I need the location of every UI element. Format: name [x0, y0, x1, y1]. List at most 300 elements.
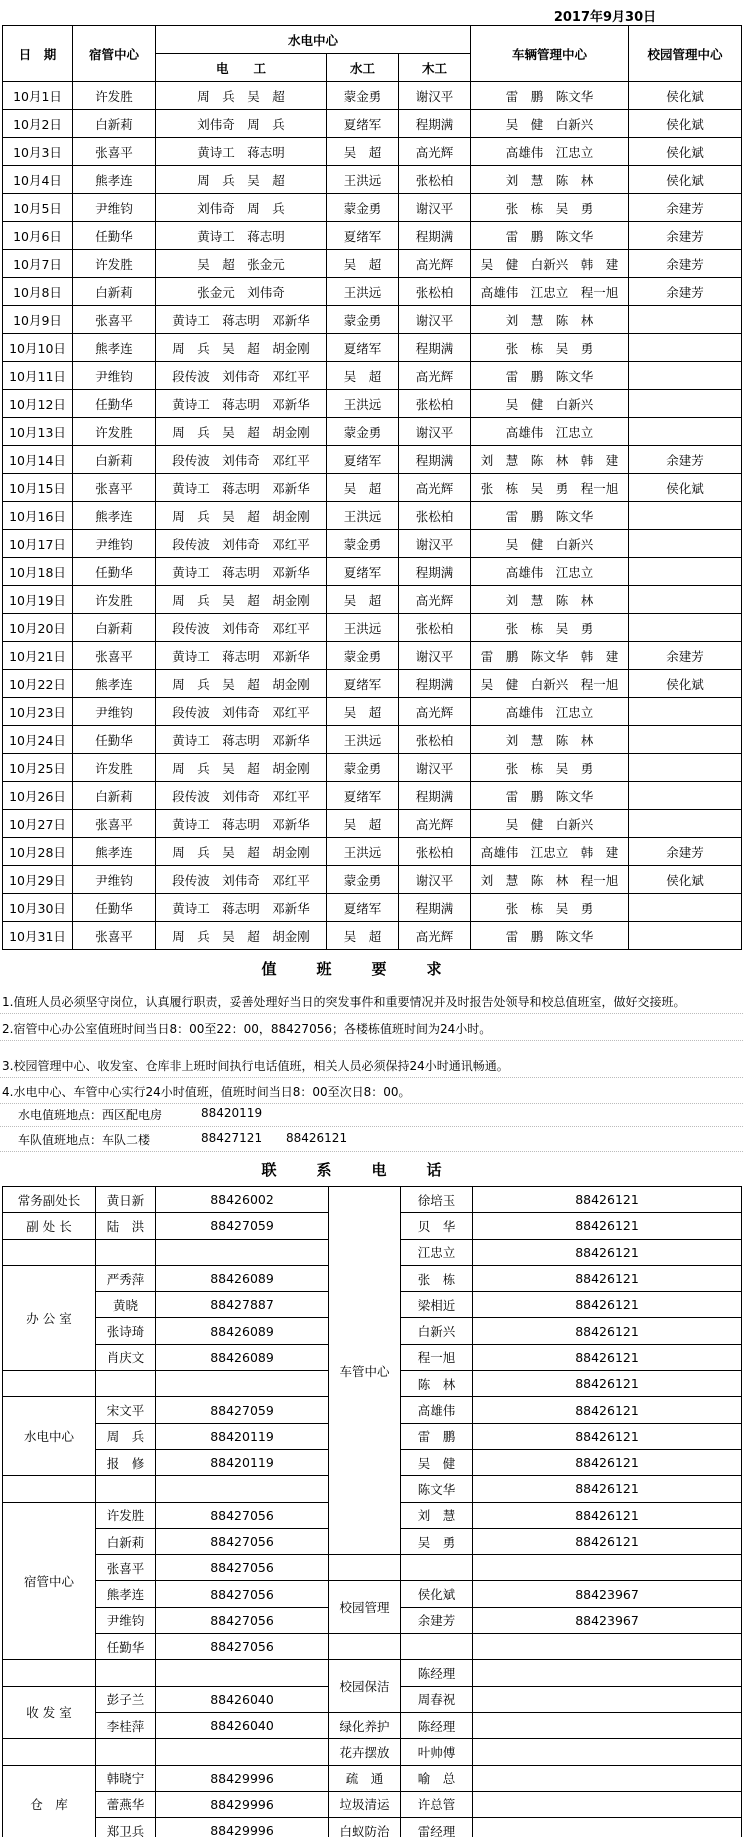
contact-name: 许发胜 — [96, 1502, 156, 1528]
requirement-line: 2.宿管中心办公室值班时间当日8：00至22：00，88427056；各楼栋值班时间为24小时。 — [2, 1022, 492, 1036]
contact-phone: 88427056 — [156, 1555, 329, 1581]
cell-electric: 周 兵 吴 超 胡金刚 — [156, 670, 327, 698]
cell-electric: 周 兵 吴 超 胡金刚 — [156, 334, 327, 362]
cell-electric: 黄诗工 蒋志明 邓新华 — [156, 558, 327, 586]
fleet-duty-location: 车队值班地点：车队二楼 — [18, 1133, 151, 1147]
contact-name: 许总管 — [401, 1791, 473, 1817]
contact-phone: 88426089 — [156, 1344, 329, 1370]
cell-electric: 段传波 刘伟奇 邓红平 — [156, 866, 327, 894]
cell-dorm: 白新莉 — [73, 614, 156, 642]
contact-phone — [473, 1765, 742, 1791]
cell-dorm: 尹维钧 — [73, 866, 156, 894]
cell-water: 夏绪军 — [327, 110, 399, 138]
cell-water: 王洪远 — [327, 614, 399, 642]
contact-row — [3, 1581, 742, 1607]
header-wood-col: 木工 — [399, 54, 471, 82]
cell-electric: 吴 超 张金元 — [156, 250, 327, 278]
cell-electric: 黄诗工 蒋志明 邓新华 — [156, 474, 327, 502]
cell-electric: 段传波 刘伟奇 邓红平 — [156, 614, 327, 642]
header-date: 2017年9月30日 — [553, 10, 657, 25]
contact-phone: 88423967 — [473, 1607, 742, 1633]
cell-wood: 张松柏 — [399, 390, 471, 418]
cell-campus — [629, 810, 742, 838]
cell-water: 蒙金勇 — [327, 306, 399, 334]
cell-water: 蒙金勇 — [327, 642, 399, 670]
schedule-row — [3, 530, 742, 558]
cell-water: 夏绪军 — [327, 334, 399, 362]
contact-phone — [473, 1660, 742, 1686]
cell-date: 10月5日 — [3, 194, 73, 222]
cell-wood: 谢汉平 — [399, 642, 471, 670]
cell-date: 10月26日 — [3, 782, 73, 810]
contact-phone: 88426040 — [156, 1686, 329, 1712]
cell-electric: 周 兵 吴 超 胡金刚 — [156, 502, 327, 530]
cell-date: 10月11日 — [3, 362, 73, 390]
divider — [0, 1013, 743, 1014]
contact-phone: 88427056 — [156, 1581, 329, 1607]
schedule-row — [3, 278, 742, 306]
cell-water: 吴 超 — [327, 586, 399, 614]
cell-date: 10月18日 — [3, 558, 73, 586]
cell-dorm: 任勤华 — [73, 726, 156, 754]
cell-date: 10月15日 — [3, 474, 73, 502]
contact-row — [3, 1660, 742, 1686]
contact-phone: 88426121 — [473, 1318, 742, 1344]
contact-phone: 88426121 — [473, 1344, 742, 1370]
divider — [0, 1077, 743, 1078]
contact-phone: 88427056 — [156, 1634, 329, 1660]
cell-electric: 段传波 刘伟奇 邓红平 — [156, 698, 327, 726]
contact-phone: 88426121 — [473, 1449, 742, 1475]
contact-phone — [473, 1818, 742, 1837]
cell-vehicle: 吴 健 白新兴 — [471, 390, 629, 418]
contact-group-empty — [329, 1555, 401, 1581]
contact-group: 绿化养护 — [329, 1712, 401, 1738]
cell-campus: 余建芳 — [629, 250, 742, 278]
cell-vehicle: 雷 鹏 陈文华 韩 建 — [471, 642, 629, 670]
contact-name: 李桂萍 — [96, 1712, 156, 1738]
contact-name — [96, 1739, 156, 1765]
cell-date: 10月17日 — [3, 530, 73, 558]
cell-date: 10月27日 — [3, 810, 73, 838]
cell-water: 蒙金勇 — [327, 418, 399, 446]
cell-wood: 高光辉 — [399, 250, 471, 278]
cell-campus: 侯化斌 — [629, 82, 742, 110]
contact-name: 陈 林 — [401, 1371, 473, 1397]
contact-row — [3, 1791, 742, 1817]
contact-name: 程一旭 — [401, 1344, 473, 1370]
contact-phone: 88426121 — [473, 1213, 742, 1239]
contact-phone: 88427056 — [156, 1528, 329, 1554]
contact-name: 徐培玉 — [401, 1187, 473, 1213]
cell-vehicle: 张 栋 吴 勇 — [471, 334, 629, 362]
cell-campus — [629, 614, 742, 642]
contact-group: 办 公 室 — [3, 1265, 96, 1370]
header-date-col: 日 期 — [3, 26, 73, 82]
cell-water: 蒙金勇 — [327, 82, 399, 110]
cell-campus: 侯化斌 — [629, 110, 742, 138]
cell-vehicle: 雷 鹏 陈文华 — [471, 222, 629, 250]
cell-vehicle: 雷 鹏 陈文华 — [471, 502, 629, 530]
cell-vehicle: 高雄伟 江忠立 程一旭 — [471, 278, 629, 306]
cell-electric: 周 兵 吴 超 — [156, 82, 327, 110]
contact-group: 垃圾清运 — [329, 1791, 401, 1817]
cell-water: 王洪远 — [327, 278, 399, 306]
cell-water: 王洪远 — [327, 502, 399, 530]
cell-campus — [629, 362, 742, 390]
cell-wood: 张松柏 — [399, 726, 471, 754]
schedule-row — [3, 614, 742, 642]
cell-vehicle: 高雄伟 江忠立 — [471, 138, 629, 166]
contact-name: 任勤华 — [96, 1634, 156, 1660]
requirements-title: 值班要求 — [261, 960, 482, 978]
cell-dorm: 任勤华 — [73, 390, 156, 418]
cell-vehicle: 刘 慧 陈 林 韩 建 — [471, 446, 629, 474]
header-vehicle-col: 车辆管理中心 — [471, 26, 629, 82]
cell-dorm: 熊孝连 — [73, 502, 156, 530]
schedule-row — [3, 418, 742, 446]
contact-group-empty — [329, 1634, 401, 1660]
cell-electric: 刘伟奇 周 兵 — [156, 194, 327, 222]
cell-vehicle: 张 栋 吴 勇 — [471, 894, 629, 922]
contact-group: 常务副处长 — [3, 1187, 96, 1213]
cell-campus — [629, 754, 742, 782]
cell-campus: 余建芳 — [629, 838, 742, 866]
contact-row — [3, 1818, 742, 1837]
cell-electric: 段传波 刘伟奇 邓红平 — [156, 782, 327, 810]
cell-date: 10月2日 — [3, 110, 73, 138]
cell-date: 10月1日 — [3, 82, 73, 110]
cell-campus — [629, 558, 742, 586]
contact-name: 张 栋 — [401, 1265, 473, 1291]
contact-group: 疏 通 — [329, 1765, 401, 1791]
contact-phone: 88427887 — [156, 1292, 329, 1318]
cell-electric: 段传波 刘伟奇 邓红平 — [156, 362, 327, 390]
cell-vehicle: 吴 健 白新兴 程一旭 — [471, 670, 629, 698]
contact-phone: 88426040 — [156, 1712, 329, 1738]
divider — [0, 1103, 743, 1104]
contact-phone — [156, 1371, 329, 1397]
cell-campus: 余建芳 — [629, 194, 742, 222]
cell-vehicle: 张 栋 吴 勇 — [471, 614, 629, 642]
cell-water: 夏绪军 — [327, 222, 399, 250]
contact-name: 侯化斌 — [401, 1581, 473, 1607]
cell-dorm: 尹维钧 — [73, 530, 156, 558]
cell-campus — [629, 922, 742, 950]
schedule-row — [3, 194, 742, 222]
contact-phone: 88426121 — [473, 1528, 742, 1554]
cell-vehicle: 雷 鹏 陈文华 — [471, 782, 629, 810]
cell-campus: 侯化斌 — [629, 474, 742, 502]
cell-wood: 谢汉平 — [399, 866, 471, 894]
cell-wood: 程期满 — [399, 670, 471, 698]
cell-wood: 高光辉 — [399, 362, 471, 390]
contact-name: 陈文华 — [401, 1476, 473, 1502]
schedule-row — [3, 446, 742, 474]
contact-name: 严秀萍 — [96, 1265, 156, 1291]
cell-date: 10月4日 — [3, 166, 73, 194]
contact-row — [3, 1712, 742, 1738]
cell-vehicle: 张 栋 吴 勇 — [471, 754, 629, 782]
contact-row — [3, 1555, 742, 1581]
cell-vehicle: 高雄伟 江忠立 — [471, 418, 629, 446]
cell-wood: 程期满 — [399, 110, 471, 138]
schedule-row — [3, 222, 742, 250]
fleet-duty-phone-1: 88427121 — [201, 1131, 263, 1145]
schedule-row — [3, 502, 742, 530]
cell-date: 10月19日 — [3, 586, 73, 614]
cell-water: 夏绪军 — [327, 558, 399, 586]
cell-wood: 张松柏 — [399, 166, 471, 194]
contact-phone — [473, 1739, 742, 1765]
contacts-table — [2, 1186, 742, 1837]
contact-phone: 88426089 — [156, 1318, 329, 1344]
divider — [0, 1151, 743, 1152]
schedule-row — [3, 390, 742, 418]
contact-group — [3, 1239, 96, 1265]
schedule-row — [3, 166, 742, 194]
contact-group: 收 发 室 — [3, 1686, 96, 1739]
contact-group: 宿管中心 — [3, 1502, 96, 1660]
contact-phone: 88426121 — [473, 1476, 742, 1502]
cell-water: 夏绪军 — [327, 894, 399, 922]
contact-name: 尹维钧 — [96, 1607, 156, 1633]
contact-group-cleaning: 校园保洁 — [329, 1660, 401, 1713]
cell-vehicle: 吴 健 白新兴 韩 建 — [471, 250, 629, 278]
cell-wood: 程期满 — [399, 558, 471, 586]
cell-date: 10月29日 — [3, 866, 73, 894]
cell-dorm: 张喜平 — [73, 922, 156, 950]
schedule-row — [3, 810, 742, 838]
cell-vehicle: 刘 慧 陈 林 — [471, 586, 629, 614]
cell-water: 蒙金勇 — [327, 530, 399, 558]
contact-name: 蕾燕华 — [96, 1791, 156, 1817]
schedule-row — [3, 334, 742, 362]
cell-vehicle: 刘 慧 陈 林 程一旭 — [471, 866, 629, 894]
contacts-body — [3, 1187, 742, 1837]
cell-vehicle: 张 栋 吴 勇 — [471, 194, 629, 222]
cell-vehicle: 吴 健 白新兴 — [471, 110, 629, 138]
cell-dorm: 白新莉 — [73, 278, 156, 306]
contact-phone: 88426121 — [473, 1371, 742, 1397]
contact-group: 仓 库 — [3, 1765, 96, 1837]
cell-vehicle: 刘 慧 陈 林 — [471, 306, 629, 334]
cell-electric: 周 兵 吴 超 胡金刚 — [156, 754, 327, 782]
cell-electric: 周 兵 吴 超 胡金刚 — [156, 418, 327, 446]
cell-dorm: 任勤华 — [73, 558, 156, 586]
contact-name — [401, 1634, 473, 1660]
cell-wood: 谢汉平 — [399, 82, 471, 110]
fleet-duty-phone-2: 88426121 — [286, 1131, 348, 1145]
schedule-row — [3, 362, 742, 390]
cell-date: 10月24日 — [3, 726, 73, 754]
contact-phone: 88426121 — [473, 1423, 742, 1449]
contact-name: 张诗琦 — [96, 1318, 156, 1344]
cell-water: 吴 超 — [327, 474, 399, 502]
schedule-row — [3, 110, 742, 138]
cell-wood: 谢汉平 — [399, 418, 471, 446]
contact-group: 水电中心 — [3, 1397, 96, 1476]
requirement-line: 1.值班人员必须坚守岗位，认真履行职责，妥善处理好当日的突发事件和重要情况并及时报告处领导和校总值班室，做好交接班。 — [2, 995, 686, 1009]
cell-date: 10月10日 — [3, 334, 73, 362]
contact-group — [3, 1739, 96, 1765]
cell-campus — [629, 502, 742, 530]
requirement-line: 3.校园管理中心、收发室、仓库非上班时间执行电话值班，相关人员必须保持24小时通讯畅通。 — [2, 1059, 509, 1073]
cell-water: 蒙金勇 — [327, 866, 399, 894]
contact-row — [3, 1739, 742, 1765]
cell-campus: 侯化斌 — [629, 166, 742, 194]
contact-name: 梁相近 — [401, 1292, 473, 1318]
contact-group — [3, 1476, 96, 1502]
contact-name: 宋文平 — [96, 1397, 156, 1423]
header-electric-col: 电 工 — [156, 54, 327, 82]
cell-water: 王洪远 — [327, 838, 399, 866]
cell-wood: 程期满 — [399, 222, 471, 250]
cell-date: 10月13日 — [3, 418, 73, 446]
requirement-line: 4.水电中心、车管中心实行24小时值班，值班时间当日8：00至次日8：00。 — [2, 1085, 411, 1099]
cell-date: 10月9日 — [3, 306, 73, 334]
contact-group: 副 处 长 — [3, 1213, 96, 1239]
cell-date: 10月7日 — [3, 250, 73, 278]
cell-wood: 高光辉 — [399, 586, 471, 614]
cell-vehicle: 吴 健 白新兴 — [471, 810, 629, 838]
cell-water: 夏绪军 — [327, 446, 399, 474]
contact-name: 陈经理 — [401, 1660, 473, 1686]
cell-dorm: 尹维钧 — [73, 194, 156, 222]
cell-wood: 程期满 — [399, 894, 471, 922]
cell-electric: 段传波 刘伟奇 邓红平 — [156, 446, 327, 474]
contact-name: 郑卫兵 — [96, 1818, 156, 1837]
cell-dorm: 熊孝连 — [73, 334, 156, 362]
cell-vehicle: 高雄伟 江忠立 — [471, 558, 629, 586]
contact-group-campus: 校园管理 — [329, 1581, 401, 1634]
cell-water: 王洪远 — [327, 726, 399, 754]
contact-phone: 88426002 — [156, 1187, 329, 1213]
cell-water: 吴 超 — [327, 698, 399, 726]
cell-electric: 黄诗工 蒋志明 — [156, 222, 327, 250]
cell-dorm: 张喜平 — [73, 138, 156, 166]
contact-name: 余建芳 — [401, 1607, 473, 1633]
cell-campus — [629, 390, 742, 418]
cell-dorm: 白新莉 — [73, 110, 156, 138]
cell-wood: 程期满 — [399, 782, 471, 810]
cell-electric: 黄诗工 蒋志明 — [156, 138, 327, 166]
cell-water: 吴 超 — [327, 810, 399, 838]
schedule-row — [3, 558, 742, 586]
cell-date: 10月3日 — [3, 138, 73, 166]
cell-dorm: 张喜平 — [73, 306, 156, 334]
contact-name: 白新兴 — [401, 1318, 473, 1344]
contact-name: 周 兵 — [96, 1423, 156, 1449]
schedule-row — [3, 726, 742, 754]
contact-name: 张喜平 — [96, 1555, 156, 1581]
cell-date: 10月16日 — [3, 502, 73, 530]
contact-name: 雷 鹏 — [401, 1423, 473, 1449]
cell-electric: 周 兵 吴 超 胡金刚 — [156, 838, 327, 866]
cell-dorm: 许发胜 — [73, 418, 156, 446]
cell-campus: 余建芳 — [629, 278, 742, 306]
cell-vehicle: 雷 鹏 陈文华 — [471, 82, 629, 110]
contact-name — [401, 1555, 473, 1581]
schedule-row — [3, 866, 742, 894]
sheet-header — [0, 0, 743, 25]
contact-phone: 88426121 — [473, 1265, 742, 1291]
schedule-row — [3, 586, 742, 614]
cell-dorm: 许发胜 — [73, 586, 156, 614]
header-dorm-col: 宿管中心 — [73, 26, 156, 82]
contact-phone: 88427059 — [156, 1213, 329, 1239]
cell-wood: 张松柏 — [399, 502, 471, 530]
cell-water: 蒙金勇 — [327, 194, 399, 222]
cell-dorm: 熊孝连 — [73, 166, 156, 194]
cell-date: 10月23日 — [3, 698, 73, 726]
contact-name: 雷经理 — [401, 1818, 473, 1837]
contact-phone: 88426121 — [473, 1397, 742, 1423]
cell-date: 10月28日 — [3, 838, 73, 866]
schedule-row — [3, 838, 742, 866]
cell-wood: 程期满 — [399, 446, 471, 474]
cell-dorm: 任勤华 — [73, 222, 156, 250]
cell-wood: 张松柏 — [399, 278, 471, 306]
cell-water: 王洪远 — [327, 166, 399, 194]
cell-campus — [629, 726, 742, 754]
contact-phone — [473, 1712, 742, 1738]
cell-wood: 谢汉平 — [399, 306, 471, 334]
contact-phone — [473, 1791, 742, 1817]
cell-date: 10月30日 — [3, 894, 73, 922]
cell-vehicle: 张 栋 吴 勇 程一旭 — [471, 474, 629, 502]
cell-vehicle: 高雄伟 江忠立 韩 建 — [471, 838, 629, 866]
contact-name: 高雄伟 — [401, 1397, 473, 1423]
cell-vehicle: 吴 健 白新兴 — [471, 530, 629, 558]
contact-phone: 88426121 — [473, 1502, 742, 1528]
cell-electric: 黄诗工 蒋志明 邓新华 — [156, 810, 327, 838]
cell-wood: 高光辉 — [399, 138, 471, 166]
cell-campus: 余建芳 — [629, 222, 742, 250]
schedule-row — [3, 138, 742, 166]
contact-name: 刘 慧 — [401, 1502, 473, 1528]
contact-name: 周春祝 — [401, 1686, 473, 1712]
cell-dorm: 任勤华 — [73, 894, 156, 922]
cell-wood: 张松柏 — [399, 614, 471, 642]
cell-date: 10月6日 — [3, 222, 73, 250]
cell-dorm: 张喜平 — [73, 474, 156, 502]
cell-water: 蒙金勇 — [327, 754, 399, 782]
cell-campus: 侯化斌 — [629, 138, 742, 166]
contact-name: 熊孝连 — [96, 1581, 156, 1607]
cell-date: 10月12日 — [3, 390, 73, 418]
cell-vehicle: 高雄伟 江忠立 — [471, 698, 629, 726]
contact-row — [3, 1187, 742, 1213]
cell-water: 吴 超 — [327, 138, 399, 166]
cell-vehicle: 刘 慧 陈 林 — [471, 726, 629, 754]
contact-phone: 88427056 — [156, 1607, 329, 1633]
contact-phone: 88423967 — [473, 1581, 742, 1607]
contact-phone: 88420119 — [156, 1449, 329, 1475]
cell-campus — [629, 698, 742, 726]
contact-phone — [156, 1660, 329, 1686]
cell-campus — [629, 894, 742, 922]
utility-duty-phone: 88420119 — [201, 1106, 263, 1120]
contact-group-vehicle: 车管中心 — [329, 1187, 401, 1555]
cell-water: 夏绪军 — [327, 670, 399, 698]
cell-electric: 黄诗工 蒋志明 邓新华 — [156, 390, 327, 418]
contact-name — [96, 1371, 156, 1397]
contact-name: 黄晓 — [96, 1292, 156, 1318]
cell-dorm: 白新莉 — [73, 782, 156, 810]
schedule-row — [3, 782, 742, 810]
contact-phone: 88429996 — [156, 1791, 329, 1817]
